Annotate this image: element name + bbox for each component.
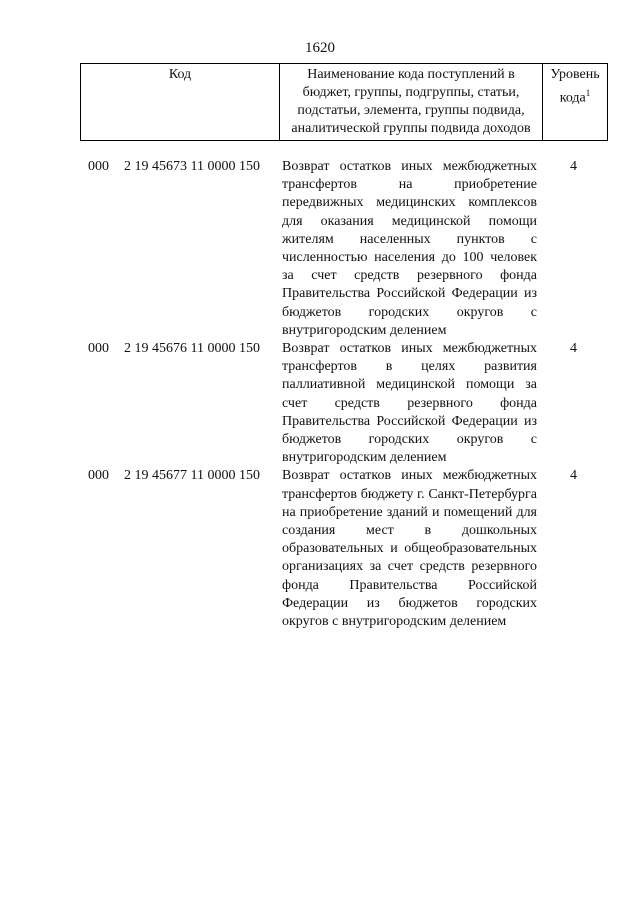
admin-code: 000	[88, 159, 109, 174]
header-level	[543, 64, 608, 141]
income-name: Возврат остатков иных межбюджетных трансфертов в целях развития паллиативной медицинской помощи за счет средств резервного фонда Правительства Российской Федерации из бюджетов городских округов с внутригородским делением	[282, 341, 537, 466]
table-row	[0, 158, 640, 340]
income-name: Возврат остатков иных межбюджетных трансфертов бюджету г. Санкт-Петербурга на приобретение зданий и помещений для создания мест в дошкольных образовательных и общеобразовательных организациях за счет средств резервного фонда Правительства Российской Федерации из бюджетов городских округов с внутригородским делением	[282, 468, 537, 630]
table-header	[80, 63, 608, 141]
code-level: 4	[570, 468, 577, 484]
table-body	[0, 158, 640, 631]
header-code: Код	[81, 64, 280, 141]
income-code: 2 19 45673 11 0000 150	[124, 159, 260, 174]
income-name: Возврат остатков иных межбюджетных трансфертов на приобретение передвижных медицинских комплексов для оказания медицинской помощи жителям населенных пунктов с численностью населения до 100 человек за счет средств резервного фонда Правительства Российской Федерации из бюджетов городских округов с внутригородским делением	[282, 159, 537, 338]
admin-code: 000	[88, 468, 109, 484]
income-code: 2 19 45676 11 0000 150	[124, 341, 260, 357]
code-level: 4	[570, 341, 577, 357]
header-level-label: Уровень кода	[550, 67, 600, 106]
page-number: 1620	[305, 40, 335, 56]
income-code: 2 19 45677 11 0000 150	[124, 468, 260, 484]
table-row	[0, 340, 640, 467]
admin-code: 000	[88, 341, 109, 357]
header-name: Наименование кода поступлений в бюджет, группы, подгруппы, статьи, подстатьи, элемента, группы подвида, аналитической группы подвида доходов	[280, 64, 543, 141]
table-row	[0, 467, 640, 631]
code-level: 4	[570, 159, 577, 174]
footnote-marker: 1	[585, 88, 591, 98]
